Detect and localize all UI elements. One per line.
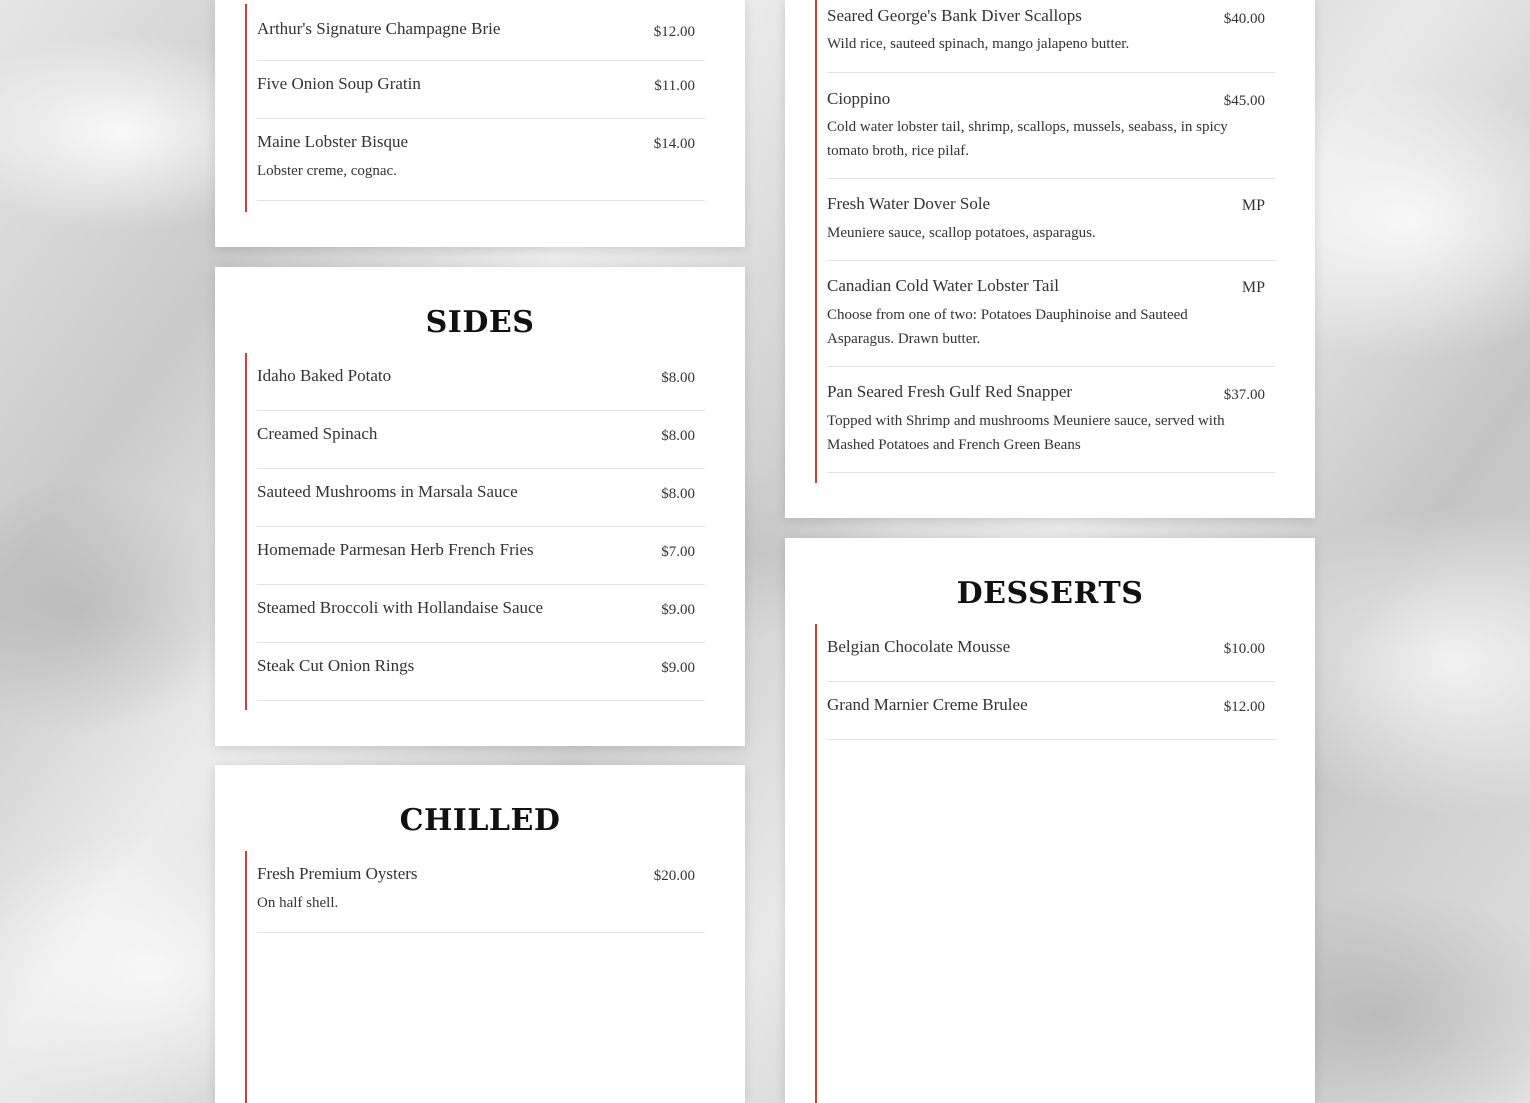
- menu-item-name: Fresh Water Dover Sole: [827, 194, 991, 213]
- menu-item: [257, 61, 705, 119]
- menu-item-description: Wild rice, sauteed spinach, mango jalapeno butter.: [827, 36, 1130, 52]
- menu-item: [257, 643, 705, 701]
- section-title: DESSERTS: [956, 576, 1144, 611]
- menu-item-price: $37.00: [1223, 387, 1265, 403]
- menu-item-price: $12.00: [653, 24, 695, 40]
- menu-item: [827, 682, 1275, 740]
- menu-item: [827, 624, 1275, 682]
- menu-item-price: $20.00: [653, 868, 695, 884]
- menu-item-name: Seared George's Bank Diver Scallops: [827, 6, 1082, 25]
- section-title: CHILLED: [399, 803, 561, 838]
- chilled-panel: [215, 765, 745, 1103]
- menu-item-price: $8.00: [661, 486, 695, 502]
- menu-item-name: Canadian Cold Water Lobster Tail: [827, 276, 1059, 295]
- menu-item: [257, 4, 705, 61]
- seafood-item-list: [815, 0, 1275, 483]
- menu-item-name: Idaho Baked Potato: [257, 366, 392, 385]
- menu-item: [257, 411, 705, 469]
- menu-item-name: Steak Cut Onion Rings: [257, 656, 415, 675]
- menu-item-price: $8.00: [661, 370, 695, 386]
- menu-item-price: $11.00: [654, 78, 695, 94]
- menu-item-name: Pan Seared Fresh Gulf Red Snapper: [827, 382, 1073, 401]
- menu-item-price: MP: [1241, 279, 1265, 296]
- menu-item-name: Five Onion Soup Gratin: [257, 74, 421, 93]
- menu-item-name: Steamed Broccoli with Hollandaise Sauce: [257, 598, 544, 617]
- menu-item: [827, 179, 1275, 261]
- menu-item-price: $40.00: [1223, 11, 1265, 27]
- sides-panel: [215, 267, 745, 746]
- menu-item-price: $12.00: [1223, 699, 1265, 715]
- menu-item-description: Topped with Shrimp and mushrooms Meuniere sauce, served with Mashed Potatoes and French Green Beans: [827, 413, 1225, 453]
- menu-item: [257, 527, 705, 585]
- menu-item-price: $45.00: [1223, 93, 1265, 109]
- menu-item-name: Creamed Spinach: [257, 424, 378, 443]
- menu-item: [257, 119, 705, 201]
- soups-panel: [215, 0, 745, 247]
- menu-item-name: Maine Lobster Bisque: [257, 132, 409, 151]
- seafood-panel: [785, 0, 1315, 518]
- menu-item-price: $7.00: [661, 544, 695, 560]
- menu-item-description: Lobster creme, cognac.: [257, 163, 397, 179]
- menu-item-description: Choose from one of two: Potatoes Dauphinoise and Sauteed Asparagus. Drawn butter.: [827, 307, 1188, 347]
- menu-item-name: Arthur's Signature Champagne Brie: [257, 19, 501, 38]
- menu-item-description: Meuniere sauce, scallop potatoes, asparagus.: [827, 225, 1096, 241]
- soups-item-list: [245, 4, 705, 212]
- menu-item: [827, 73, 1275, 179]
- menu-item-price: $9.00: [661, 660, 695, 676]
- menu-item-description: Cold water lobster tail, shrimp, scallops, mussels, seabass, in spicy tomato broth, rice pilaf.: [827, 119, 1228, 159]
- sides-item-list: [245, 353, 705, 710]
- menu-item: [827, 0, 1275, 73]
- menu-item-price: $10.00: [1223, 641, 1265, 657]
- menu-item: [827, 367, 1275, 473]
- menu-item-name: Belgian Chocolate Mousse: [827, 637, 1011, 656]
- menu-item-price: $14.00: [653, 136, 695, 152]
- menu-item-name: Homemade Parmesan Herb French Fries: [257, 540, 534, 559]
- menu-item: [257, 585, 705, 643]
- menu-item-name: Cioppino: [827, 89, 891, 108]
- desserts-panel: [785, 538, 1315, 1103]
- chilled-item-list: [245, 851, 705, 1103]
- menu-item: [257, 469, 705, 527]
- menu-item-name: Fresh Premium Oysters: [257, 864, 418, 883]
- menu-item-price: $8.00: [661, 428, 695, 444]
- section-title: SIDES: [425, 305, 535, 340]
- menu-item-name: Grand Marnier Creme Brulee: [827, 695, 1028, 714]
- menu-item: [257, 851, 705, 933]
- menu-item-price: MP: [1241, 197, 1265, 214]
- desserts-item-list: [815, 624, 1275, 1103]
- menu-item-description: On half shell.: [257, 895, 339, 911]
- menu-item: [827, 261, 1275, 367]
- menu-item: [257, 353, 705, 411]
- menu-item-name: Sauteed Mushrooms in Marsala Sauce: [257, 482, 518, 501]
- menu-item-price: $9.00: [661, 602, 695, 618]
